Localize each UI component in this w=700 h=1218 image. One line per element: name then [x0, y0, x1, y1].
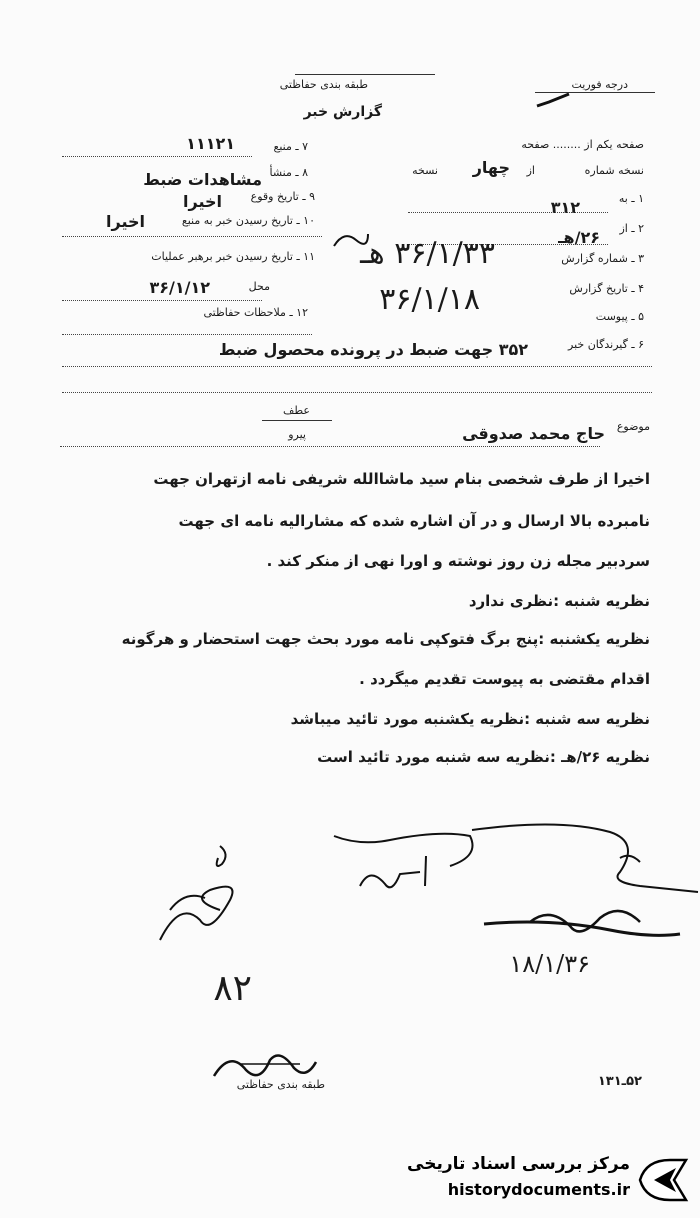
handwritten-report-number: ۳۶/۱/۳۳ هـ [360, 236, 495, 271]
field-12-dots [62, 334, 312, 335]
watermark-url[interactable]: historydocuments.ir [447, 1180, 630, 1199]
subject-label: موضوع [616, 420, 650, 433]
field-1-dots [408, 212, 608, 213]
field-9-value: اخیرا [183, 192, 222, 211]
watermark-title: مرکز بررسی اسناد تاریخی [407, 1154, 630, 1174]
priority-check-mark [535, 92, 575, 112]
priority-label: درجه فوریت [571, 78, 628, 91]
ref-label: عطف [283, 404, 310, 417]
field-2-value: ۲۶/هـ [558, 228, 600, 247]
field-10-value: اخیرا [106, 212, 145, 231]
field-10-dots [62, 236, 322, 237]
field-6-label: ۶ ـ گیرندگان خبر [568, 338, 644, 351]
field-1-label: ۱ ـ به [618, 192, 644, 205]
watermark [407, 1150, 690, 1210]
body-line-6: اقدام مقتضی به پیوست تقدیم میگردد . [359, 670, 650, 688]
handwritten-number-82: ۸۲ [213, 968, 252, 1009]
follow-label: پیرو [288, 428, 306, 441]
field-8-label: ۸ ـ منشأ [269, 166, 308, 179]
field-1-value: ۳۱۲ [550, 198, 580, 217]
place-value: ۳۶/۱/۱۲ [149, 278, 210, 297]
field-11-label: ۱۱ ـ تاریخ رسیدن خبر برهبر عملیات [151, 250, 315, 263]
copies-suffix: نسخه [412, 164, 438, 177]
subject-value: حاج محمد صدوقی [462, 424, 605, 443]
copies-mid: از [526, 164, 535, 177]
signature-right [470, 822, 700, 942]
field-10-label: ۱۰ ـ تاریخ رسیدن خبر به منبع [181, 214, 315, 227]
separator-dots-1 [62, 366, 652, 367]
copies-value: چهار [472, 158, 510, 177]
field-9-label: ۹ ـ تاریخ وقوع [250, 190, 315, 203]
footer-classification-label: طبقه بندی حفاظتی [236, 1078, 325, 1091]
body-line-4: نظریه شنبه :نظری ندارد [468, 592, 650, 610]
body-line-5: نظریه یکشنبه :پنج برگ فتوکپی نامه مورد بحث جهت استحضار و هرگونه [121, 630, 650, 648]
field-7-dots [62, 156, 252, 157]
field-5-label: ۵ ـ پیوست [595, 310, 644, 323]
separator-dots-2 [62, 392, 652, 393]
field-7-label: ۷ ـ منبع [273, 140, 308, 153]
watermark-logo-icon [636, 1154, 690, 1208]
place-label: محل [248, 280, 270, 293]
field-7-value: ۱۱۱۲۱ [186, 134, 235, 153]
field-3-label: ۳ ـ شماره گزارش [561, 252, 644, 265]
field-12-label: ۱۲ ـ ملاحظات حفاظتی [203, 306, 308, 319]
ref-line [262, 420, 332, 421]
page-of-field: صفحه یکم از ........ صفحه [521, 138, 644, 151]
field-4-label: ۴ ـ تاریخ گزارش [569, 282, 644, 295]
field-6-value: ۳۵۲ جهت ضبط در پرونده محصول ضبط [218, 340, 528, 359]
classification-top-line [295, 74, 435, 75]
subject-dots [60, 446, 600, 447]
document-code: ۵۲ـ۱۳۱ [597, 1074, 642, 1089]
field-8-value: مشاهدات ضبط [143, 170, 262, 189]
field-2-label: ۲ ـ از [619, 222, 644, 235]
signature-left [150, 840, 250, 960]
copies-label: نسخه شماره [584, 164, 644, 177]
field-11-dots [62, 300, 262, 301]
handwritten-date-bottom: ۱۸/۱/۳۶ [509, 950, 590, 978]
handwritten-report-date: ۳۶/۱/۱۸ [379, 282, 480, 317]
body-line-1: اخیرا از طرف شخصی بنام سید ماشاالله شریفی نامه ازتهران جهت [153, 470, 650, 488]
classification-label: طبقه بندی حفاظتی [279, 78, 368, 91]
body-line-2: نامبرده بالا ارسال و در آن اشاره شده که مشارالیه نامه ای جهت [178, 512, 650, 530]
body-line-3: سردبیر مجله زن روز نوشته و اورا نهی از منکر کند . [266, 552, 650, 570]
report-title: گزارش خبر [303, 104, 382, 120]
body-line-8: نظریه ۲۶/هـ :نظریه سه شنبه مورد تائید است [317, 748, 650, 766]
body-line-7: نظریه سه شنبه :نظریه یکشنبه مورد تائید میباشد [290, 710, 650, 728]
handwritten-mark [330, 226, 370, 256]
